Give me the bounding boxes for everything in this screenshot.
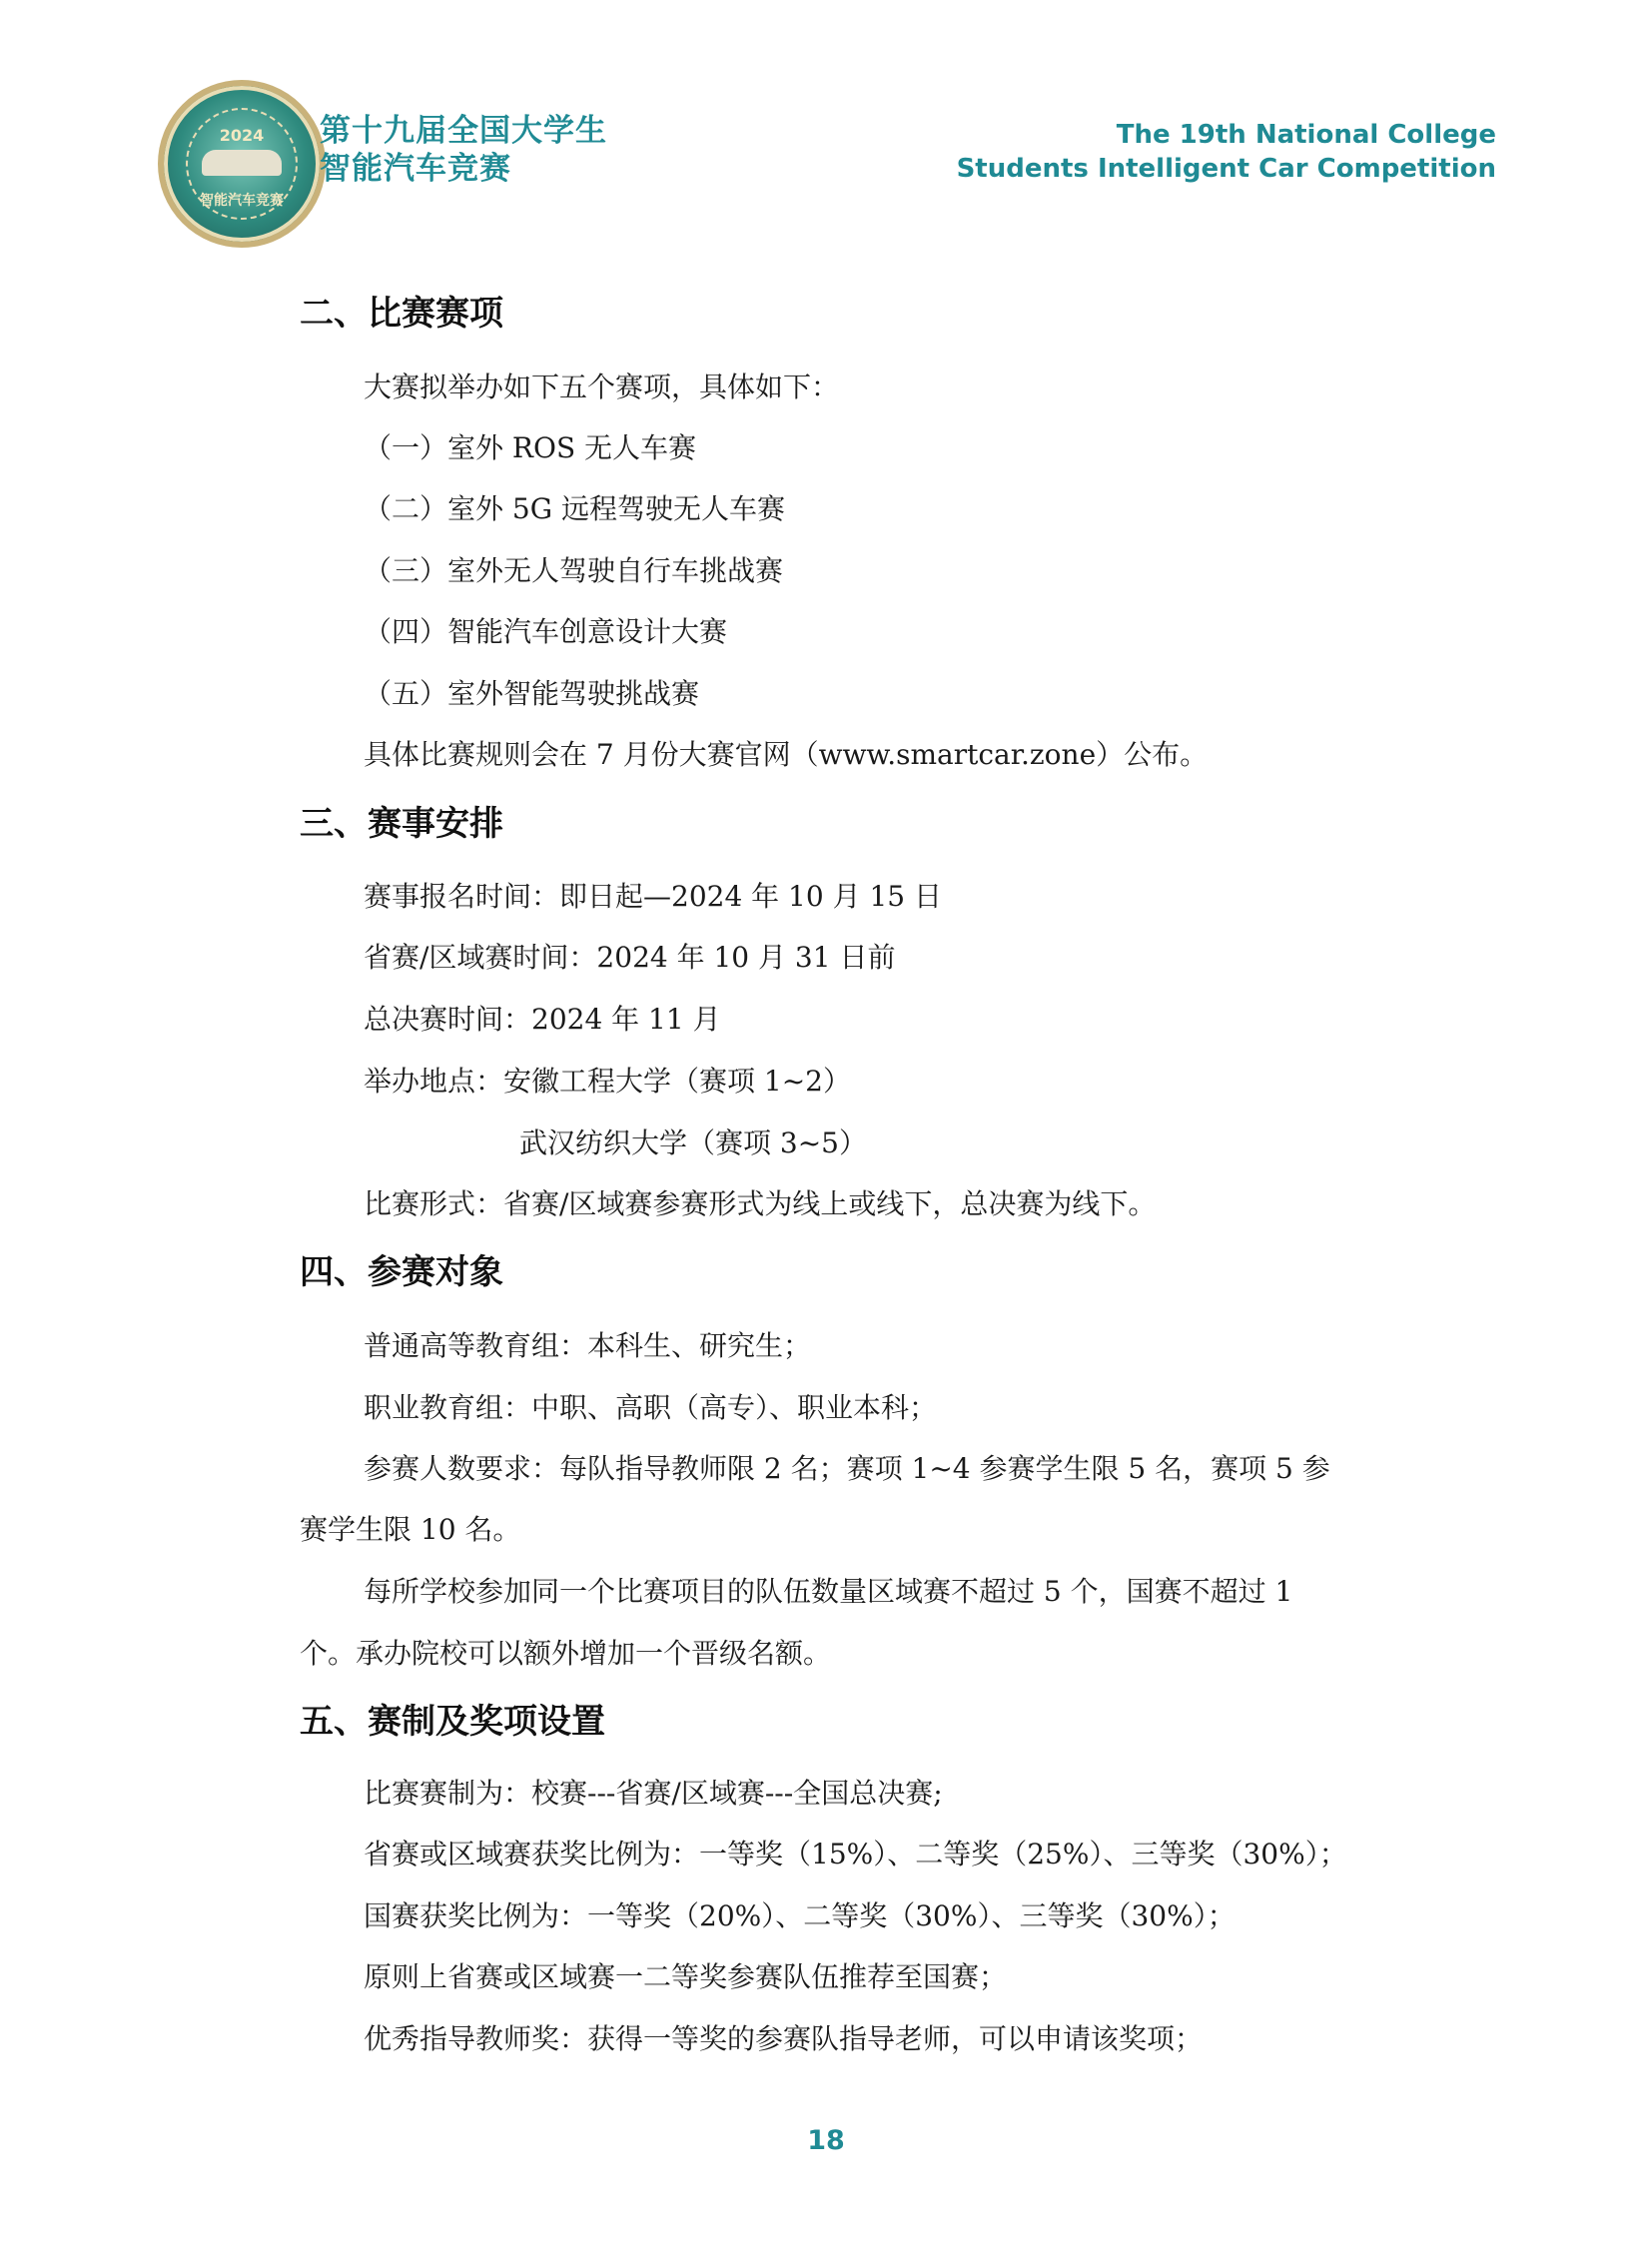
section-heading-participants: 四、参赛对象 [300,1252,503,1292]
header-title-english [957,118,1496,186]
event-item: （一）室外 ROS 无人车赛 [364,431,697,464]
page-number: 18 [807,2125,845,2156]
header-cn-line2: 智能汽车竞赛 [320,151,511,187]
logo-label: 智能汽车竞赛 [200,193,284,209]
logo-year: 2024 [219,126,265,145]
competition-logo [158,80,326,248]
section-heading-events: 二、比赛赛项 [300,294,503,334]
page-header [0,0,1652,220]
awards-line: 国赛获奖比例为：一等奖（20%）、二等奖（30%）、三等奖（30%）； [364,1899,1236,1932]
events-intro: 大赛拟举办如下五个赛项，具体如下： [364,371,840,403]
event-item: （四）智能汽车创意设计大赛 [364,615,728,648]
schedule-venue-2: 武汉纺织大学（赛项 3~5） [519,1126,867,1159]
schedule-line: 省赛/区域赛时间：2024 年 10 月 31 日前 [364,941,896,974]
header-cn-line1: 第十九届全国大学生 [320,113,607,149]
awards-line: 省赛或区域赛获奖比例为：一等奖（15%）、二等奖（25%）、三等奖（30%）； [364,1838,1347,1870]
event-item: （二）室外 5G 远程驾驶无人车赛 [364,492,785,525]
participants-line: 普通高等教育组：本科生、研究生； [364,1329,812,1362]
team-size-requirement-cont: 赛学生限 10 名。 [300,1513,521,1546]
car-icon [202,150,282,176]
awards-line: 比赛赛制为：校赛---省赛/区域赛---全国总决赛; [364,1777,943,1810]
event-item: （五）室外智能驾驶挑战赛 [364,677,700,710]
event-item: （三）室外无人驾驶自行车挑战赛 [364,554,784,587]
awards-line: 优秀指导教师奖：获得一等奖的参赛队指导老师，可以申请该奖项； [364,2022,1204,2055]
schedule-format: 比赛形式：省赛/区域赛参赛形式为线上或线下，总决赛为线下。 [364,1187,1157,1220]
rules-note: 具体比赛规则会在 7 月份大赛官网（www.smartcar.zone）公布。 [364,738,1209,771]
header-title-chinese [320,112,607,188]
participants-line: 职业教育组：中职、高职（高专）、职业本科； [364,1391,938,1424]
header-en-line1: The 19th National College [1116,120,1496,150]
header-en-line2: Students Intelligent Car Competition [956,154,1496,184]
schedule-line: 赛事报名时间：即日起—2024 年 10 月 15 日 [364,880,943,913]
team-size-requirement: 参赛人数要求：每队指导教师限 2 名；赛项 1~4 参赛学生限 5 名，赛项 5 参 [364,1452,1330,1485]
schedule-line: 总决赛时间：2024 年 11 月 [364,1003,721,1036]
section-heading-schedule: 三、赛事安排 [300,804,503,844]
team-limit: 每所学校参加同一个比赛项目的队伍数量区域赛不超过 5 个，国赛不超过 1 [364,1575,1293,1608]
team-limit-cont: 个。承办院校可以额外增加一个晋级名额。 [300,1637,832,1670]
schedule-line: 举办地点：安徽工程大学（赛项 1~2） [364,1065,851,1098]
section-heading-awards: 五、赛制及奖项设置 [300,1702,605,1742]
awards-line: 原则上省赛或区域赛一二等奖参赛队伍推荐至国赛； [364,1960,1008,1993]
